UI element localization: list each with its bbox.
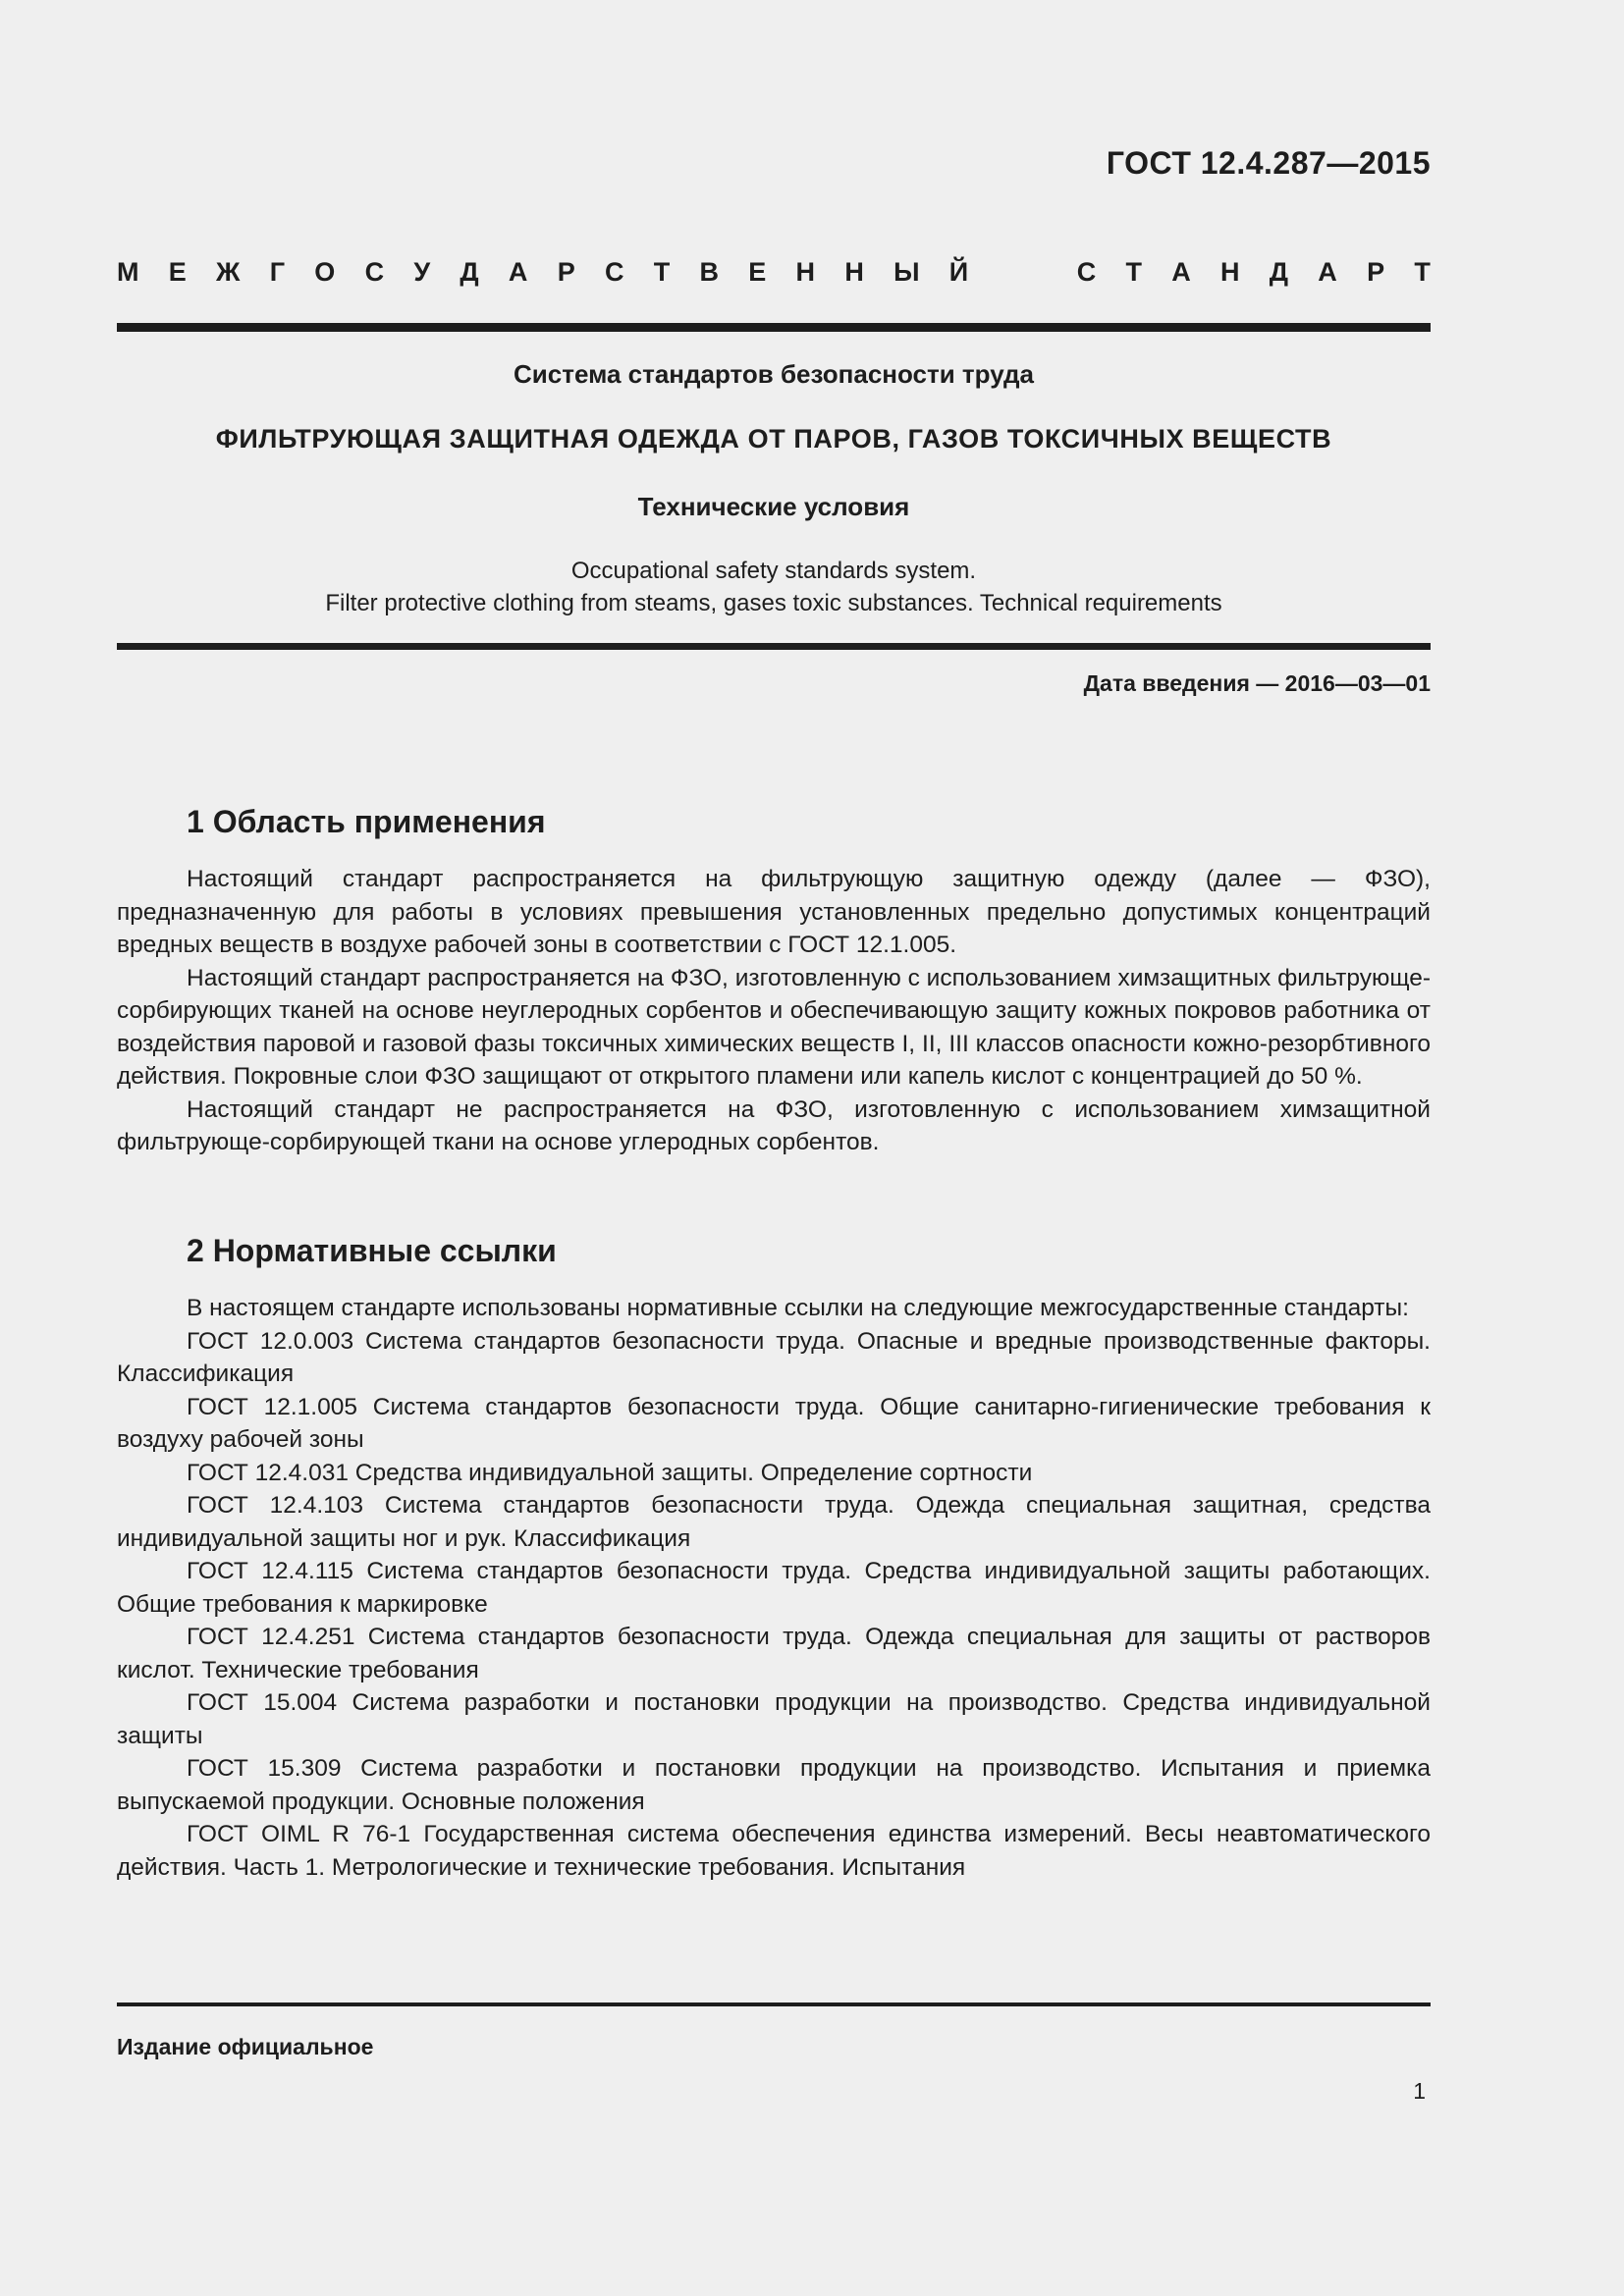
banner-letter: В [699, 257, 719, 287]
reference-item: ГОСТ 12.0.003 Система стандартов безопасности труда. Опасные и вредные производственные факторы. Классификация [117, 1327, 1431, 1387]
reference-item: ГОСТ OIML R 76-1 Государственная система обеспечения единства измерений. Весы неавтоматического действия. Часть 1. Метрологические и технические требования. Испытания [117, 1821, 1431, 1881]
banner-letter: С [604, 257, 624, 287]
banner-letter: Д [1269, 257, 1289, 287]
paragraph: Настоящий стандарт распространяется на фильтрующую защитную одежду (далее — ФЗО), предназначенную для работы в условиях превышения установленных предельно допустимых концентраций вредных веществ в воздухе рабочей зоны в соответствии с ГОСТ 12.1.005. [117, 866, 1431, 958]
english-title [117, 555, 1431, 619]
reference-item: ГОСТ 15.309 Система разработки и постановки продукции на производство. Испытания и приемка выпускаемой продукции. Основные положения [117, 1755, 1431, 1815]
page-number: 1 [1413, 2078, 1426, 2104]
banner-letter: О [314, 257, 336, 287]
banner-letter: Ы [893, 257, 920, 287]
paragraph: Настоящий стандарт распространяется на ФЗО, изготовленную с использованием химзащитных фильтрующе-сорбирующих тканей на основе неуглеродных сорбентов и обеспечивающую защиту кожных покровов работника от воздействия паровой и газовой фазы токсичных химических веществ I, II, III классов опасности кожно-резорбтивного действия. Покровные слои ФЗО защищают от открытого пламени или капель кислот с концентрацией до 50 %. [117, 964, 1431, 1090]
reference-item: ГОСТ 12.4.115 Система стандартов безопасности труда. Средства индивидуальной защиты работающих. Общие требования к маркировке [117, 1558, 1431, 1618]
document-code: ГОСТ 12.4.287—2015 [1106, 145, 1431, 181]
banner-letter: Р [1367, 257, 1385, 287]
banner-letter: С [364, 257, 385, 287]
banner-letter: Т [1125, 257, 1142, 287]
banner-letter: Ж [216, 257, 241, 287]
banner-letter: У [413, 257, 431, 287]
banner-letter: С [1076, 257, 1097, 287]
banner-letter: Й [948, 257, 969, 287]
section-heading: 2 Нормативные ссылки [187, 1233, 557, 1268]
official-edition-note: Издание официальное [117, 2034, 374, 2059]
introduction-date: Дата введения — 2016—03—01 [1083, 670, 1431, 696]
paragraph: В настоящем стандарте использованы нормативные ссылки на следующие межгосударственные стандарты: [187, 1295, 1409, 1321]
banner-letter: А [1171, 257, 1191, 287]
interstate-standard-banner [117, 257, 1431, 288]
banner-letter: Д [460, 257, 479, 287]
banner-letter: Е [168, 257, 187, 287]
banner-letter: Е [748, 257, 767, 287]
section-scope [117, 802, 1431, 1159]
standard-series: Система стандартов безопасности труда [514, 359, 1034, 389]
banner-letter: Н [844, 257, 864, 287]
banner-letter: Г [269, 257, 286, 287]
reference-item: ГОСТ 12.4.251 Система стандартов безопасности труда. Одежда специальная для защиты от растворов кислот. Технические требования [117, 1624, 1431, 1683]
english-title-line-1: Occupational safety standards system. [570, 558, 977, 584]
reference-item: ГОСТ 15.004 Система разработки и постановки продукции на производство. Средства индивидуальной защиты [117, 1689, 1431, 1749]
document-title: ФИЛЬТРУЮЩАЯ ЗАЩИТНАЯ ОДЕЖДА ОТ ПАРОВ, ГАЗОВ ТОКСИЧНЫХ ВЕЩЕСТВ [215, 424, 1332, 454]
banner-letter: Р [557, 257, 575, 287]
top-divider [117, 323, 1431, 332]
banner-letter: Т [653, 257, 671, 287]
english-title-line-2: Filter protective clothing from steams, gases toxic substances. Technical requirements [325, 590, 1222, 616]
footer-divider [117, 2002, 1431, 2006]
banner-letter: М [117, 257, 139, 287]
title-divider [117, 643, 1431, 650]
reference-item: ГОСТ 12.1.005 Система стандартов безопасности труда. Общие санитарно-гигиенические требования к воздуху рабочей зоны [117, 1393, 1431, 1453]
banner-letter: А [508, 257, 528, 287]
document-subtitle: Технические условия [637, 492, 910, 521]
section-heading: 1 Область применения [187, 804, 546, 839]
paragraph: Настоящий стандарт не распространяется на ФЗО, изготовленную с использованием химзащитной фильтрующе-сорбирующей ткани на основе углеродных сорбентов. [117, 1095, 1431, 1155]
reference-item: ГОСТ 12.4.103 Система стандартов безопасности труда. Одежда специальная защитная, средства индивидуальной защиты ног и рук. Классификация [117, 1492, 1431, 1552]
word-gap [998, 257, 1047, 288]
banner-letter: Т [1414, 257, 1431, 287]
banner-letter: Н [1220, 257, 1240, 287]
banner-letter: А [1318, 257, 1337, 287]
banner-letter: Н [795, 257, 816, 287]
reference-item: ГОСТ 12.4.031 Средства индивидуальной защиты. Определение сортности [187, 1459, 1033, 1486]
section-normative-references [117, 1231, 1431, 1884]
